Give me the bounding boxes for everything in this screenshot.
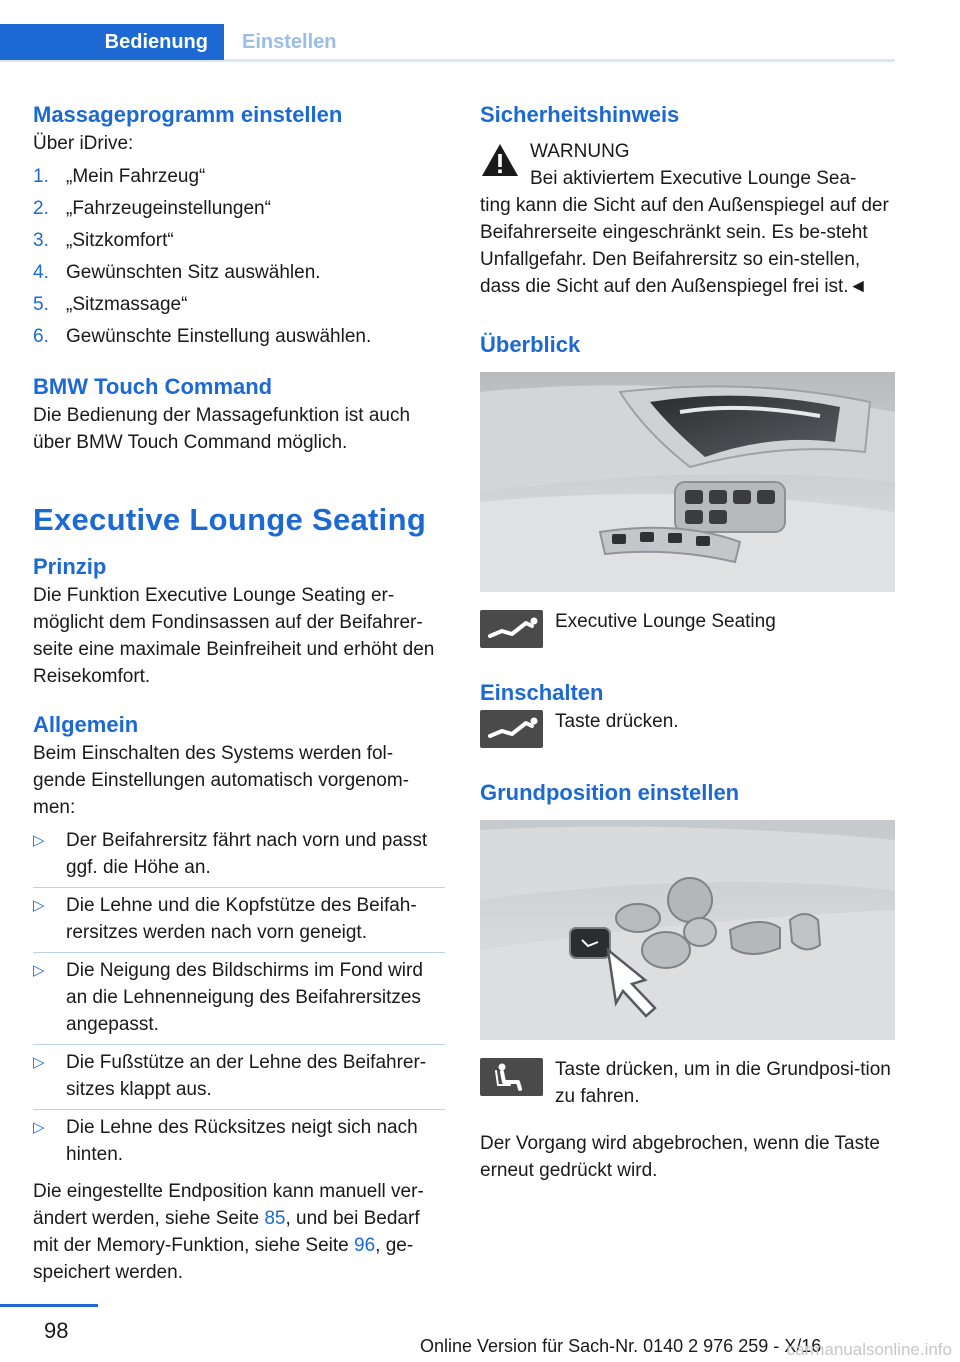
step-text: Gewünschte Einstellung auswählen. [66, 326, 372, 347]
header-tabbar [0, 24, 895, 62]
list-item [33, 195, 445, 222]
bullet-triangle-icon: ▷ [33, 962, 45, 979]
step-number: 2. [33, 198, 49, 219]
overview-title: Überblick [480, 332, 581, 357]
executive-lounge-label: Executive Lounge Seating [555, 611, 776, 632]
footer-divider [0, 1304, 98, 1307]
massage-title: Massageprogramm einstellen [33, 102, 343, 127]
page-number: 98 [44, 1318, 69, 1343]
list-item [33, 291, 445, 318]
step-text: „Mein Fahrzeug“ [66, 166, 206, 187]
prinzip-text: Die Funktion Executive Lounge Seating er-möglicht dem Fondinsassen auf der Beifahrer-seite eine maximale Beinfreiheit und erhöht den Reisekomfort. [33, 585, 435, 687]
left-column [33, 100, 445, 1286]
bullet-triangle-icon: ▷ [33, 832, 45, 849]
seat-controls-photo [480, 820, 895, 1040]
list-item [33, 827, 445, 888]
einschalten-icon-row [480, 708, 895, 752]
bullet-triangle-icon: ▷ [33, 897, 45, 914]
closing-text: , ge-speichert werden. [33, 1235, 414, 1283]
tab-bedienung[interactable]: Bedienung [0, 24, 224, 60]
door-panel-photo [480, 372, 895, 592]
bullet-triangle-icon: ▷ [33, 1119, 45, 1136]
step-text: „Fahrzeugeinstellungen“ [66, 198, 271, 219]
list-item [33, 892, 445, 953]
warning-triangle-icon [480, 142, 520, 178]
list-item [33, 259, 445, 286]
executive-lounge-icon-row [480, 608, 895, 652]
step-number: 5. [33, 294, 49, 315]
touch-command-title: BMW Touch Command [33, 374, 273, 399]
einschalten-title: Einschalten [480, 680, 604, 705]
bullet-text: Der Beifahrersitz fährt nach vorn und passt ggf. die Höhe an. [66, 830, 428, 878]
watermark: carmanualsonline.info [786, 1340, 952, 1359]
step-text: Gewünschten Sitz auswählen. [66, 262, 321, 283]
allgemein-text: Beim Einschalten des Systems werden fol-gende Einstellungen automatisch vorgenom-men: [33, 743, 410, 818]
einschalten-text: Taste drücken. [555, 711, 679, 732]
list-item [33, 323, 445, 350]
section-title: Executive Lounge Seating [33, 502, 427, 537]
closing-text: Die eingestellte Endposition kann manuell ver-ändert werden, siehe Seite [33, 1181, 424, 1229]
bullet-text: Die Lehne und die Kopfstütze des Beifah-rersitzes werden nach vorn geneigt. [66, 895, 417, 943]
bullet-text: Die Fußstütze an der Lehne des Beifahrer-sitzes klappt aus. [66, 1052, 427, 1100]
warning-text: ting kann die Sicht auf den Außenspiegel auf der Beifahrerseite eingeschränkt sein. Es be-steht Unfallgefahr. Den Beifahrersitz so ein-stellen, dass die Sicht auf den Außenspiegel frei ist.◄ [480, 195, 889, 297]
closing-text: , und bei Bedarf mit der Memory-Funktion, siehe Seite [33, 1208, 420, 1256]
step-number: 4. [33, 262, 49, 283]
allgemein-bullets [33, 827, 445, 1174]
list-item [33, 1114, 445, 1174]
grundposition-closing: Der Vorgang wird abgebrochen, wenn die Taste erneut gedrückt wird. [480, 1133, 880, 1181]
list-item [33, 227, 445, 254]
prinzip-title: Prinzip [33, 554, 107, 579]
step-number: 1. [33, 166, 49, 187]
step-text: „Sitzmassage“ [66, 294, 188, 315]
list-item [33, 957, 445, 1045]
massage-steps [33, 163, 445, 350]
list-item [33, 1049, 445, 1110]
tab-einstellen[interactable]: Einstellen [242, 31, 337, 53]
step-number: 3. [33, 230, 49, 251]
grundposition-icon-row [480, 1056, 895, 1110]
list-item [33, 163, 445, 190]
warning-first-line: Bei aktiviertem Executive Lounge Sea- [530, 168, 857, 189]
warning-label: WARNUNG [530, 141, 630, 162]
grundposition-title: Grundposition einstellen [480, 780, 740, 805]
seat-position-icon [480, 1058, 543, 1096]
touch-command-text: Die Bedienung der Massagefunktion ist auch über BMW Touch Command möglich. [33, 405, 411, 453]
step-number: 6. [33, 326, 49, 347]
page-link-96[interactable]: 96 [354, 1235, 376, 1256]
allgemein-title: Allgemein [33, 712, 139, 737]
grundposition-text: Taste drücken, um in die Grundposi-tion zu fahren. [555, 1059, 891, 1107]
bullet-text: Die Lehne des Rücksitzes neigt sich nach hinten. [66, 1117, 418, 1165]
allgemein-closing [33, 1178, 445, 1286]
bullet-triangle-icon: ▷ [33, 1054, 45, 1071]
warning-block [480, 138, 895, 192]
page-link-85[interactable]: 85 [264, 1208, 286, 1229]
step-text: „Sitzkomfort“ [66, 230, 174, 251]
executive-lounge-button-icon [480, 710, 543, 748]
right-column [480, 100, 895, 1184]
online-version-text: Online Version für Sach-Nr. 0140 2 976 259 - X/16 [420, 1336, 822, 1356]
massage-intro: Über iDrive: [33, 133, 134, 154]
safety-title: Sicherheitshinweis [480, 102, 680, 127]
bullet-text: Die Neigung des Bildschirms im Fond wird an die Lehnenneigung des Beifahrersitzes angepasst. [66, 960, 423, 1035]
executive-lounge-seating-icon [480, 610, 543, 648]
